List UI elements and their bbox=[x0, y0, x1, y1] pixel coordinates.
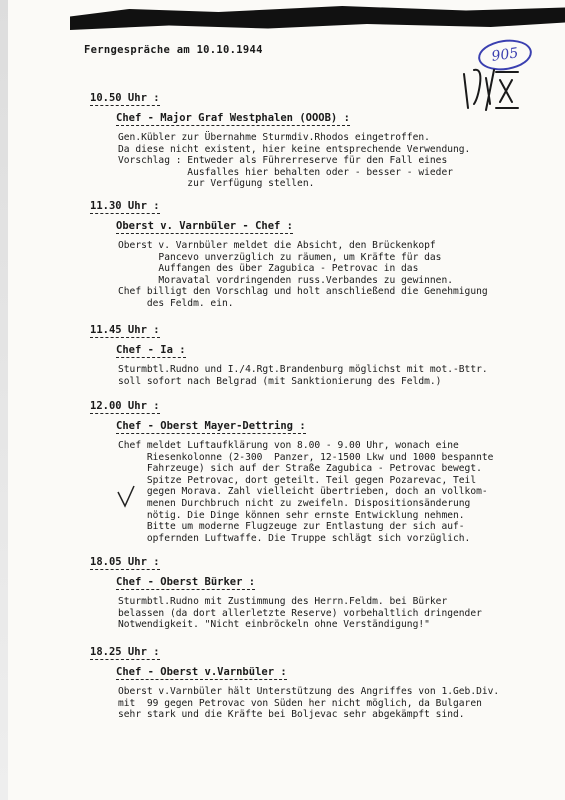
entry-body bbox=[118, 440, 493, 544]
entry-line: Spitze Petrovac, dort geteilt. Teil gegen Pozarevac, Teil bbox=[118, 474, 477, 486]
entry-2 bbox=[90, 194, 488, 310]
entry-line: Oberst v. Varnbüler meldet die Absicht, den Brückenkopf bbox=[118, 240, 436, 251]
entry-time: 18.25 Uhr : bbox=[90, 646, 160, 658]
entry-4 bbox=[90, 394, 493, 544]
entry-line: Chef billigt den Vorschlag und holt anschließend die Genehmigung bbox=[118, 286, 488, 298]
entry-line: menen Durchbruch nicht zu zweifeln. Dispositionsänderung bbox=[118, 497, 471, 509]
entry-line: Chef meldet Luftaufklärung von 8.00 - 9.00 Uhr, wonach eine bbox=[118, 440, 459, 451]
entry-title: Chef - Ia : bbox=[116, 344, 186, 356]
entry-line: Auffangen des über Zagubica - Petrovac in das bbox=[118, 263, 419, 275]
entry-3 bbox=[90, 318, 488, 387]
entry-body bbox=[118, 596, 482, 631]
entry-line: Riesenkolonne (2-300 Panzer, 12-1500 Lkw und 1000 bespannte bbox=[118, 451, 494, 463]
entry-line: Bitte um moderne Flugzeuge zur Entlastung der sich auf- bbox=[118, 521, 465, 533]
entry-line: nötig. Die Dinge können sehr ernste Entwicklung nehmen. bbox=[118, 509, 465, 521]
entry-title: Chef - Major Graf Westphalen (OOOB) : bbox=[116, 112, 350, 124]
entry-line: Pancevo unverzüglich zu räumen, um Kräfte für das bbox=[118, 251, 442, 263]
scan-dark-band bbox=[70, 6, 565, 36]
entry-time: 11.30 Uhr : bbox=[90, 200, 160, 212]
entry-line: Sturmbtl.Rudno mit Zustimmung des Herrn.Feldm. bei Bürker bbox=[118, 596, 448, 607]
document-header: Ferngespräche am 10.10.1944 bbox=[84, 44, 263, 56]
entry-line: mit 99 gegen Petrovac von Süden her nicht möglich, da Bulgaren bbox=[118, 697, 482, 709]
entry-1 bbox=[90, 86, 470, 190]
entry-line: Oberst v.Varnbüler hält Unterstützung des Angriffes von 1.Geb.Div. bbox=[118, 686, 500, 697]
entry-title: Chef - Oberst Bürker : bbox=[116, 576, 256, 588]
entry-line: belassen (da dort allerletzte Reserve) vorbehaltlich dringender bbox=[118, 607, 482, 619]
entry-body bbox=[118, 364, 488, 387]
entry-line: Moravatal vordringenden russ.Verbandes zu gewinnen. bbox=[118, 274, 454, 286]
entry-time: 12.00 Uhr : bbox=[90, 400, 160, 412]
entry-6 bbox=[90, 640, 499, 721]
entry-line: zur Verfügung stellen. bbox=[118, 178, 315, 190]
entry-line: des Feldm. ein. bbox=[118, 297, 234, 309]
entry-title: Chef - Oberst v.Varnbüler : bbox=[116, 666, 287, 678]
entry-body bbox=[118, 240, 488, 310]
entry-line: opfernden Luftwaffe. Die Truppe schlägt sich vorzüglich. bbox=[118, 532, 471, 544]
entry-line: Fahrzeuge) sich auf der Straße Zagubica - Petrovac bewegt. bbox=[118, 463, 482, 475]
checkmark-icon bbox=[116, 484, 136, 510]
entry-time: 11.45 Uhr : bbox=[90, 324, 160, 336]
entry-line: Gen.Kübler zur Übernahme Sturmdiv.Rhodos eingetroffen. bbox=[118, 132, 430, 143]
entry-5 bbox=[90, 550, 482, 631]
entry-body bbox=[118, 132, 470, 190]
entry-title: Oberst v. Varnbüler - Chef : bbox=[116, 220, 294, 232]
handwritten-mark bbox=[460, 64, 530, 114]
folio-stamp: 905 bbox=[476, 36, 534, 73]
entry-title: Chef - Oberst Mayer-Dettring : bbox=[116, 420, 306, 432]
entry-body bbox=[118, 686, 499, 721]
entry-line: Vorschlag : Entweder als Führerreserve für den Fall eines bbox=[118, 155, 448, 167]
entry-line: gegen Morava. Zahl vielleicht übertrieben, doch an vollkom- bbox=[118, 486, 488, 498]
entry-line: Da diese nicht existent, hier keine entsprechende Verwendung. bbox=[118, 143, 471, 155]
entry-line: soll sofort nach Belgrad (mit Sanktionierung des Feldm.) bbox=[118, 375, 442, 387]
scan-edge bbox=[0, 0, 8, 800]
entry-time: 18.05 Uhr : bbox=[90, 556, 160, 568]
entry-line: Ausfalles hier behalten oder - besser - wieder bbox=[118, 166, 454, 178]
entry-line: Notwendigkeit. "Nicht einbröckeln ohne Verständigung!" bbox=[118, 619, 430, 631]
entry-line: Sturmbtl.Rudno und I./4.Rgt.Brandenburg möglichst mit mot.-Bttr. bbox=[118, 364, 488, 375]
entry-time: 10.50 Uhr : bbox=[90, 92, 160, 104]
entry-line: sehr stark und die Kräfte bei Boljevac sehr abgekämpft sind. bbox=[118, 709, 465, 721]
